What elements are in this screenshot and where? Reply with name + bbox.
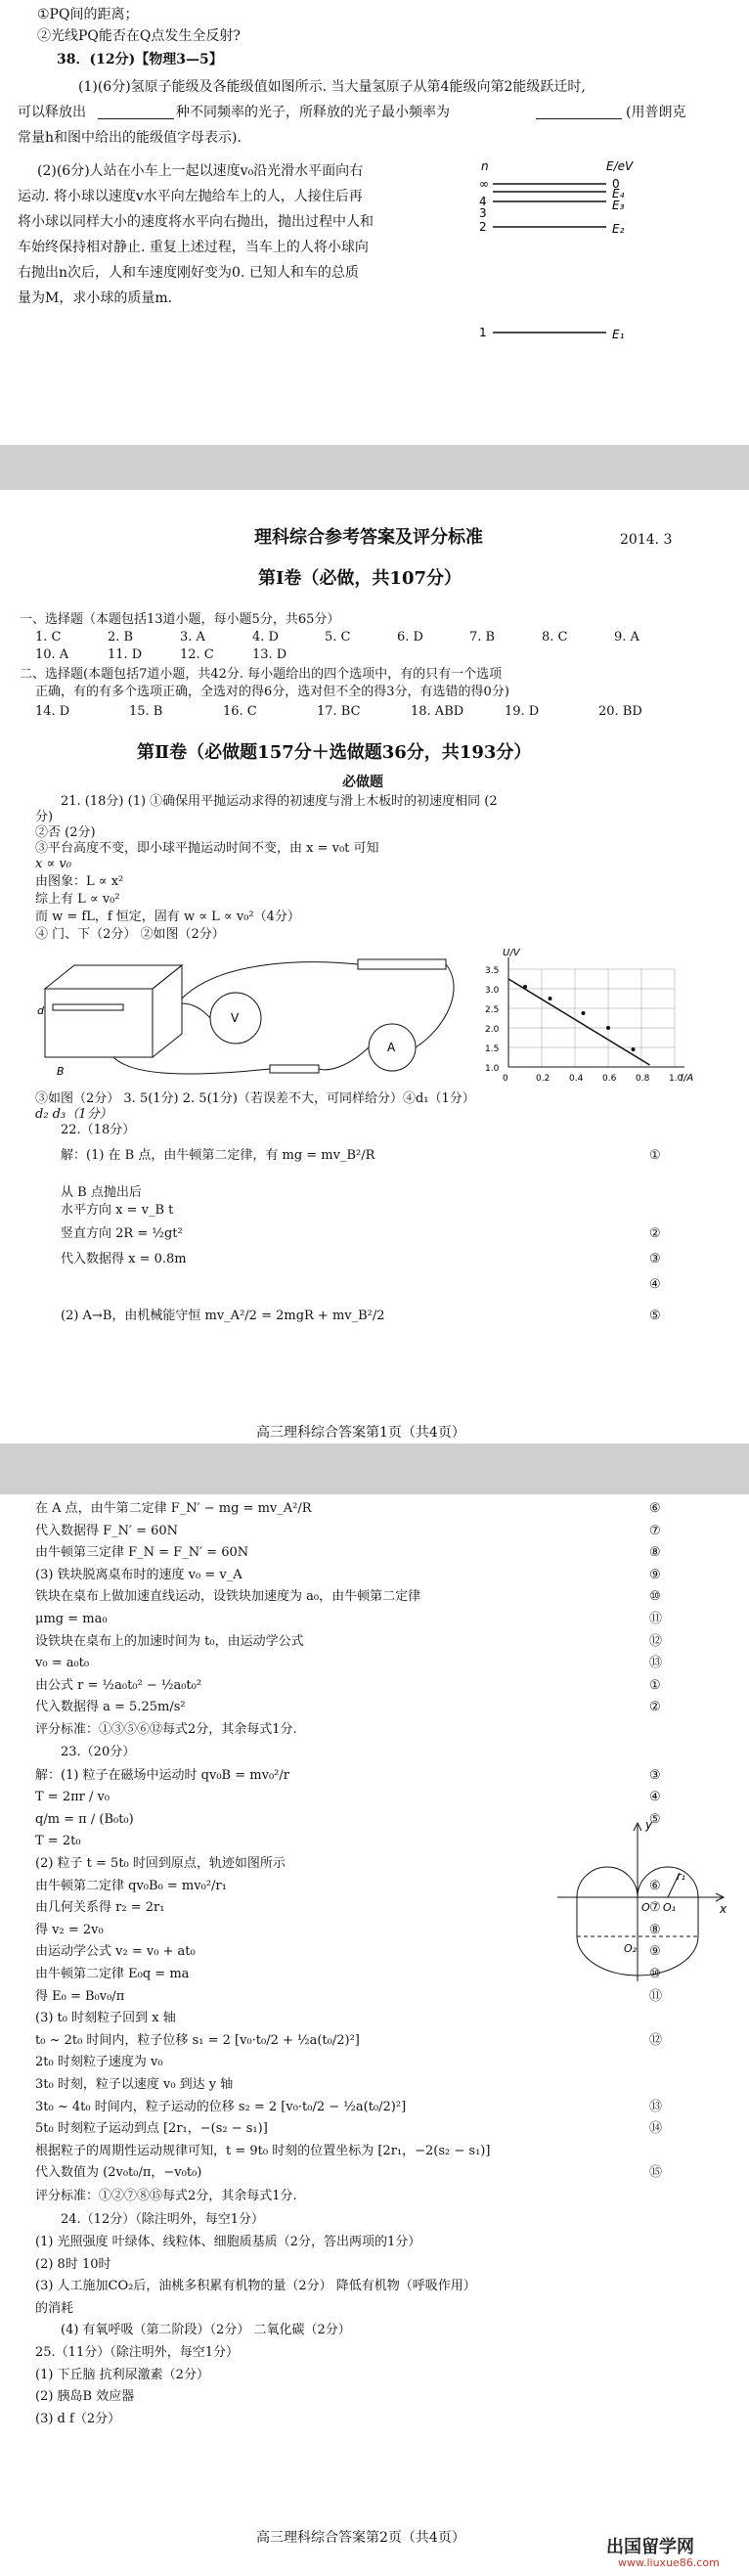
equation-number: ⑧ [649,1922,661,1937]
answer-item: 16. C [223,704,257,719]
answer-line: 得 v₂ = 2v₀ [35,1922,104,1937]
equation-number: ⑨ [649,1944,661,1960]
answer-line: 3t₀ ~ 4t₀ 时间内，粒子运动的位移 s₂ = 2 [v₀·t₀/2 − ½a(t₀/2)²] [35,2099,407,2114]
y-axis-label: U/V [503,948,520,958]
q22-line: 解：(1) 在 B 点，由牛顿第二定律，有 mg = mv_B²/R [61,1148,375,1163]
equation-number: ③ [649,1252,661,1266]
level-n: 2 [479,220,487,234]
answer-line: 评分标准：①③⑤⑥⑫每式2分，其余每式1分. [35,1722,297,1737]
level-n: 3 [479,206,487,220]
label-o2: O₂ [624,1942,638,1955]
data-point [632,1047,636,1051]
level-n: ∞ [479,177,489,191]
q38-part1-line2c: (用普朗克 [626,105,686,120]
diagram-unit-label: E/eV [606,159,634,173]
q38-part1-line1: (1)(6分)氢原子能级及各能级值如图所示. 当大量氢原子从第4能级向第2能级跃迁时, [78,79,586,95]
page-gap [0,1443,749,1494]
level-e: 0 [612,177,620,191]
answer-line: 在 A 点，由牛第二定律 F_N′ − mg = mv_A²/R [35,1501,312,1516]
level-e: E₁ [612,328,625,341]
answer-item: 3. A [180,630,205,644]
answer-item: 11. D [108,647,143,662]
q21-line: ②否 (2分) [35,825,96,840]
equation-number: ⑫ [649,2032,663,2048]
x-tick: 0 [503,1074,508,1084]
q38-part1-line3: 常量h和图中给出的能级值字母表示). [18,130,242,146]
q21-line: x ∝ v₀ [35,857,71,871]
y-tick: 2.0 [485,1025,500,1035]
q21-answer-cont: d₂ d₃（1分） [35,1107,112,1122]
level-n: 1 [479,326,487,339]
equation-number: ⑩ [649,1967,661,1981]
answer-line: T = 2πr / v₀ [35,1790,110,1805]
question-item-2: ②光线PQ能否在Q点发生全反射? [37,28,241,44]
q38-part2-line: 运动. 将小球以速度v水平向左抛给车上的人，人接住后再 [18,189,363,204]
equation-number: ⑪ [649,1988,663,2004]
q21-line: 21. (18分) (1) ①确保用平抛运动求得的初速度与滑上木板时的初速度相同 (2 [61,794,498,809]
label-y: y [645,1818,653,1832]
x-tick: 0.6 [602,1074,617,1084]
q21-line: 由图象：L ∝ x² [35,874,124,889]
answer-item: 1. C [35,630,62,644]
equation-number: ⑦ [649,1523,661,1538]
section2-heading-line1: 二、选择题(本题包括7道小题，共42分. 每小题给出的四个选项中，有的只有一个选项 [20,667,503,682]
equation-number: ⑥ [649,1878,661,1893]
section1-heading: 一、选择题（本题包括13道小题，每小题5分，共65分） [20,612,340,627]
answer-line: 评分标准：①②⑦⑧⑮每式2分，其余每式1分. [35,2189,297,2204]
x-tick: 0.8 [636,1074,650,1084]
x-tick: 1.0 [669,1074,683,1084]
answer-line: (1) 光照强度 叶绿体、线粒体、细胞质基质（2分，答出两项的1分） [35,2235,421,2249]
answer-line: 25.（11分）（除注明外，每空1分） [35,2345,239,2360]
label-o: O [641,1901,650,1914]
page-footer: 高三理科综合答案第1页（共4页） [256,1425,465,1441]
x-tick: 0.4 [569,1074,584,1084]
voltmeter-label: V [231,1011,240,1025]
q21-line: 而 w = fL，f 恒定，固有 w ∝ L ∝ v₀²（4分） [35,910,300,924]
u-i-graph [469,948,694,1085]
watermark-name: 出国留学网 [606,2537,694,2557]
y-tick: 3.5 [485,966,500,976]
equation-number: ⑬ [649,1656,663,1671]
q22-line: 从 B 点抛出后 [61,1185,142,1200]
tank-side [153,965,182,1057]
answer-line: q/m = π / (B₀t₀) [35,1811,134,1827]
q22-line: 代入数据得 x = 0.8m [61,1252,187,1266]
answer-line: 解：(1) 粒子在磁场中运动时 qv₀B = mv₀²/r [35,1767,289,1783]
section2-heading-line2: 正确，有的有多个选项正确，全选对的得6分，选对但不全的得3分，有选错的得0分) [35,685,509,699]
answer-line: 由牛顿第三定律 F_N = F_N′ = 60N [35,1545,249,1561]
data-point [606,1026,610,1030]
equation-number: ④ [649,1790,661,1805]
required-heading: 必做题 [342,775,383,790]
label-r1: r₁ [677,1870,685,1883]
q38-part2-line: 量为M，求小球的质量m. [18,290,173,306]
answer-line: (3) t₀ 时刻粒子回到 x 轴 [35,2011,176,2026]
q22-line: (2) A→B，由机械能守恒 mv_A²/2 = 2mgR + mv_B²/2 [61,1309,385,1323]
answer-line: 代入数值为 (2v₀t₀/π，−v₀t₀) [35,2165,202,2181]
answer-item: 19. D [505,704,540,719]
diagram-n-label: n [481,159,489,173]
answer-item: 10. A [35,647,69,662]
equation-number: ⑬ [649,2099,663,2114]
y-tick: 1.5 [485,1044,500,1054]
equation-number: ③ [649,1767,661,1783]
label-o1: O₁ [663,1901,677,1914]
equation-number: ① [649,1148,661,1163]
answer-line: (3) 铁块脱离桌布时的速度 v₀ = v_A [35,1567,242,1582]
answer-line: t₀ ~ 2t₀ 时间内，粒子位移 s₁ = 2 [v₀·t₀/2 + ½a(t₀/2)²] [35,2032,360,2048]
answer-line: 2t₀ 时刻粒子速度为 v₀ [35,2055,163,2070]
rheostat-icon [358,959,446,969]
answer-item: 7. B [469,630,496,644]
answer-item: 9. A [614,630,639,644]
equation-number: ② [649,1700,661,1715]
answer-item: 13. D [252,647,287,662]
part2-title: 第Ⅱ卷（必做题157分＋选做题36分，共193分） [137,742,532,763]
answer-item: 17. BC [317,704,361,719]
q38-part2-line: (2)(6分)人站在小车上一起以速度v₀沿光滑水平面向右 [37,163,364,179]
answer-line: (3) d f（2分） [35,2411,121,2426]
answer-line: (2) 8时 10时 [35,2256,111,2272]
q21-line: ④ 门、下（2分） ②如图（2分） [35,927,225,942]
blank-line [536,118,622,119]
answer-line: 的消耗 [35,2300,74,2316]
part1-title: 第Ⅰ卷（必做，共107分） [258,568,462,589]
answer-line: 铁块在桌布上做加速直线运动，设铁块加速度为 a₀，由牛顿第二定律 [35,1589,421,1605]
answer-line: 代入数据得 a = 5.25m/s² [35,1700,186,1715]
answer-item: 2. B [108,630,134,644]
label-d: d [37,1004,44,1017]
answer-item: 18. ABD [411,704,464,719]
answer-line: 3t₀ 时刻，粒子以速度 v₀ 到达 y 轴 [35,2077,234,2092]
answer-line: T = 2t₀ [35,1834,81,1849]
q38-part1-line2a: 可以释放出 [18,105,86,120]
equation-number: ⑭ [649,2121,663,2137]
answer-item: 14. D [35,704,70,719]
tank-front [45,989,153,1057]
trajectory-diagram [548,1819,733,1985]
x-tick: 0.2 [536,1074,551,1084]
answer-line: 由公式 r = ½a₀t₀² − ½a₀t₀² [35,1677,202,1693]
energy-level-diagram [469,147,645,352]
q38-title: 38．(12分)【物理3—5】 [57,52,223,67]
label-b: B [57,1065,65,1078]
answer-line: v₀ = a₀t₀ [35,1656,90,1671]
q22-line: 竖直方向 2R = ½gt² [61,1226,183,1241]
answer-item: 8. C [542,630,568,644]
x-axis-label: I/A [681,1073,694,1084]
equation-number: ⑫ [649,1633,663,1649]
circuit-diagram [35,950,465,1087]
answer-line: (2) 粒子 t = 5t₀ 时回到原点，轨迹如图所示 [35,1856,286,1871]
answer-line: μmg = ma₀ [35,1612,108,1626]
answer-line: 24.（12分）（除注明外，每空1分） [61,2212,264,2228]
equation-number: ⑧ [649,1545,661,1561]
equation-number: ⑤ [649,1811,661,1827]
conductor-plate [53,1004,123,1010]
q38-part2-line: 车始终保持相对静止. 重复上述过程，当车上的人将小球向 [18,240,369,255]
equation-number: ⑩ [649,1589,661,1605]
equation-number: ① [649,1677,661,1693]
answer-item: 5. C [325,630,351,644]
q38-part1-line2b: 种不同频率的光子，所释放的光子最小频率为 [176,105,450,120]
q22-heading: 22.（18分） [61,1123,136,1137]
equation-number: ⑮ [649,2165,663,2181]
data-point [549,997,552,1000]
answer-line: (4) 有氧呼吸（第二阶段）（2分） 二氧化碳（2分） [61,2323,351,2338]
equation-number: ⑦ [649,1900,661,1916]
q21-line: 分) [35,810,54,824]
answer-line: (3) 人工施加CO₂后，油桃多积累有机物的量（2分） 降低有机物（呼吸作用） [35,2279,476,2294]
answer-line: 代入数据得 F_N′ = 60N [35,1523,179,1538]
answer-item: 6. D [397,630,423,644]
answer-line: (1) 下丘脑 抗利尿激素（2分） [35,2367,209,2382]
equation-number: ④ [649,1277,661,1292]
equation-number: ⑤ [649,1309,661,1323]
equation-number: ⑪ [649,1612,663,1626]
answer-item: 4. D [252,630,279,644]
answer-line: 得 E₀ = B₀v₀/π [35,1988,125,2004]
data-point [523,985,527,989]
answer-page-3 [0,1494,749,2576]
page-title: 理科综合参考答案及评分标准 [254,527,483,548]
date: 2014. 3 [620,532,673,548]
q22-line: 水平方向 x = v_B t [61,1203,174,1218]
blank-line [98,118,174,119]
level-e: E₂ [612,222,625,236]
q38-part2-line: 右抛出n次后，人和车速度刚好变为0. 已知人和车的总质 [18,265,359,281]
level-e: E₃ [612,199,625,212]
answer-item: 20. BD [598,704,642,719]
q21-line: ③平台高度不变，即小球平抛运动时间不变，由 x = v₀t 可知 [35,841,379,856]
answer-line: 5t₀ 时刻粒子运动到点 [2r₁，−(s₂ − s₁)] [35,2121,268,2137]
fit-line [508,979,650,1065]
page-footer: 高三理科综合答案第2页（共4页） [256,2530,465,2546]
answer-line: 由牛顿第二定律 E₀q = ma [35,1967,190,1981]
switch-icon [270,1065,319,1073]
answer-line: 设铁块在桌布上的加速时间为 t₀，由运动学公式 [35,1633,304,1649]
label-x: x [720,1902,727,1916]
data-point [582,1011,586,1015]
q38-part2-line: 将小球以同样大小的速度将水平向右抛出，抛出过程中人和 [18,214,374,230]
level-e: E₄ [612,187,625,200]
y-tick: 2.5 [485,1005,500,1015]
q21-answer: ③如图（2分） 3. 5(1分) 2. 5(1分)（若误差不大，可同样给分）④d₁（1分） [35,1091,475,1106]
q21-line: 综上有 L ∝ v₀² [35,892,120,907]
answer-line: 由几何关系得 r₂ = 2r₁ [35,1900,165,1916]
y-tick: 1.0 [485,1064,500,1074]
answer-page-1 [0,0,749,445]
answer-line: 由运动学公式 v₂ = v₀ + at₀ [35,1944,196,1960]
ammeter-label: A [387,1041,396,1054]
answer-item: 12. C [180,647,214,662]
tank-top [45,965,182,989]
page-gap [0,445,749,490]
answer-line: (2) 胰岛B 效应器 [35,2389,135,2405]
equation-number: ⑥ [649,1501,661,1516]
question-item-1: ①PQ间的距离； [37,7,139,22]
equation-number: ⑨ [649,1567,661,1582]
answer-line: 23.（20分） [61,1744,136,1759]
answer-page-2 [0,490,749,1443]
answer-line: 由牛顿第二定律 qv₀B₀ = mv₀²/r₁ [35,1878,227,1893]
equation-number: ② [649,1226,661,1241]
y-tick: 3.0 [485,986,500,996]
answer-item: 15. B [129,704,163,719]
watermark-url: www.liuxue86.com [618,2556,720,2569]
level-n: 4 [479,195,487,208]
answer-line: 根据粒子的周期性运动规律可知，t = 9t₀ 时刻的位置坐标为 [2r₁，−2(s₂ − s₁)] [35,2143,491,2158]
